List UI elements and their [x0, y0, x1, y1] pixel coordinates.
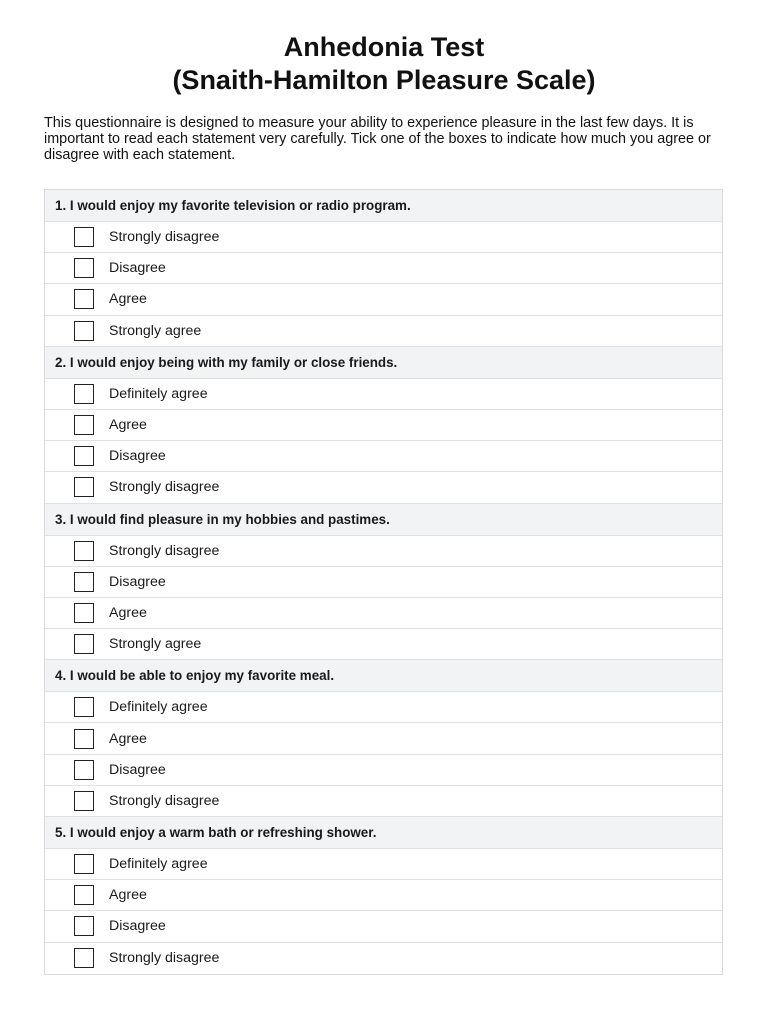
- option-row[interactable]: [45, 943, 722, 974]
- option-label: Agree: [109, 887, 147, 904]
- option-row[interactable]: [45, 755, 722, 786]
- page-title: [0, 31, 768, 97]
- option-label: Strongly disagree: [109, 479, 220, 496]
- option-checkbox[interactable]: [74, 289, 94, 309]
- option-row[interactable]: [45, 410, 722, 441]
- option-checkbox[interactable]: [74, 948, 94, 968]
- option-label: Strongly disagree: [109, 950, 220, 967]
- intro-text: This questionnaire is designed to measure your ability to experience pleasure in the last few days. It is important to read each statement very carefully. Tick one of the boxes to indicate how much you agree or disagree with each statement.: [44, 115, 711, 164]
- option-row[interactable]: [45, 284, 722, 315]
- option-checkbox[interactable]: [74, 634, 94, 654]
- option-label: Agree: [109, 291, 147, 308]
- option-label: Disagree: [109, 918, 166, 935]
- question-header-3: 3. I would find pleasure in my hobbies and pastimes.: [45, 504, 722, 536]
- option-label: Strongly disagree: [109, 792, 220, 809]
- option-row[interactable]: [45, 692, 722, 723]
- option-checkbox[interactable]: [74, 603, 94, 623]
- option-label: Strongly agree: [109, 322, 202, 339]
- question-header-4: 4. I would be able to enjoy my favorite meal.: [45, 660, 722, 692]
- option-row[interactable]: [45, 222, 722, 253]
- option-label: Disagree: [109, 260, 166, 277]
- option-label: Disagree: [109, 448, 166, 465]
- option-checkbox[interactable]: [74, 541, 94, 561]
- option-row[interactable]: [45, 880, 722, 911]
- option-row[interactable]: [45, 567, 722, 598]
- option-checkbox[interactable]: [74, 916, 94, 936]
- option-row[interactable]: [45, 911, 722, 942]
- option-checkbox[interactable]: [74, 697, 94, 717]
- page-title-line-1: Anhedonia Test: [283, 32, 485, 62]
- option-checkbox[interactable]: [74, 791, 94, 811]
- option-row[interactable]: [45, 536, 722, 567]
- questionnaire-form: [44, 189, 723, 975]
- option-label: Disagree: [109, 761, 166, 778]
- option-label: Agree: [109, 604, 147, 621]
- option-label: Strongly disagree: [109, 229, 220, 246]
- option-label: Strongly agree: [109, 636, 202, 653]
- option-label: Strongly disagree: [109, 542, 220, 559]
- option-label: Agree: [109, 730, 147, 747]
- option-checkbox[interactable]: [74, 321, 94, 341]
- option-row[interactable]: [45, 472, 722, 503]
- option-checkbox[interactable]: [74, 572, 94, 592]
- option-checkbox[interactable]: [74, 227, 94, 247]
- option-label: Definitely agree: [109, 856, 208, 873]
- option-row[interactable]: [45, 849, 722, 880]
- option-row[interactable]: [45, 598, 722, 629]
- page-title-line-2: (Snaith-Hamilton Pleasure Scale): [172, 65, 596, 95]
- question-header-2: 2. I would enjoy being with my family or close friends.: [45, 347, 722, 379]
- option-label: Disagree: [109, 573, 166, 590]
- option-row[interactable]: [45, 441, 722, 472]
- option-checkbox[interactable]: [74, 258, 94, 278]
- option-row[interactable]: [45, 379, 722, 410]
- option-checkbox[interactable]: [74, 729, 94, 749]
- option-row[interactable]: [45, 629, 722, 660]
- option-label: Definitely agree: [109, 385, 208, 402]
- option-label: Definitely agree: [109, 699, 208, 716]
- option-checkbox[interactable]: [74, 415, 94, 435]
- option-checkbox[interactable]: [74, 446, 94, 466]
- option-checkbox[interactable]: [74, 477, 94, 497]
- option-row[interactable]: [45, 253, 722, 284]
- option-label: Agree: [109, 417, 147, 434]
- option-row[interactable]: [45, 316, 722, 347]
- option-checkbox[interactable]: [74, 854, 94, 874]
- option-checkbox[interactable]: [74, 384, 94, 404]
- option-row[interactable]: [45, 723, 722, 754]
- question-header-5: 5. I would enjoy a warm bath or refreshing shower.: [45, 817, 722, 849]
- option-checkbox[interactable]: [74, 885, 94, 905]
- question-header-1: 1. I would enjoy my favorite television or radio program.: [45, 190, 722, 222]
- option-row[interactable]: [45, 786, 722, 817]
- option-checkbox[interactable]: [74, 760, 94, 780]
